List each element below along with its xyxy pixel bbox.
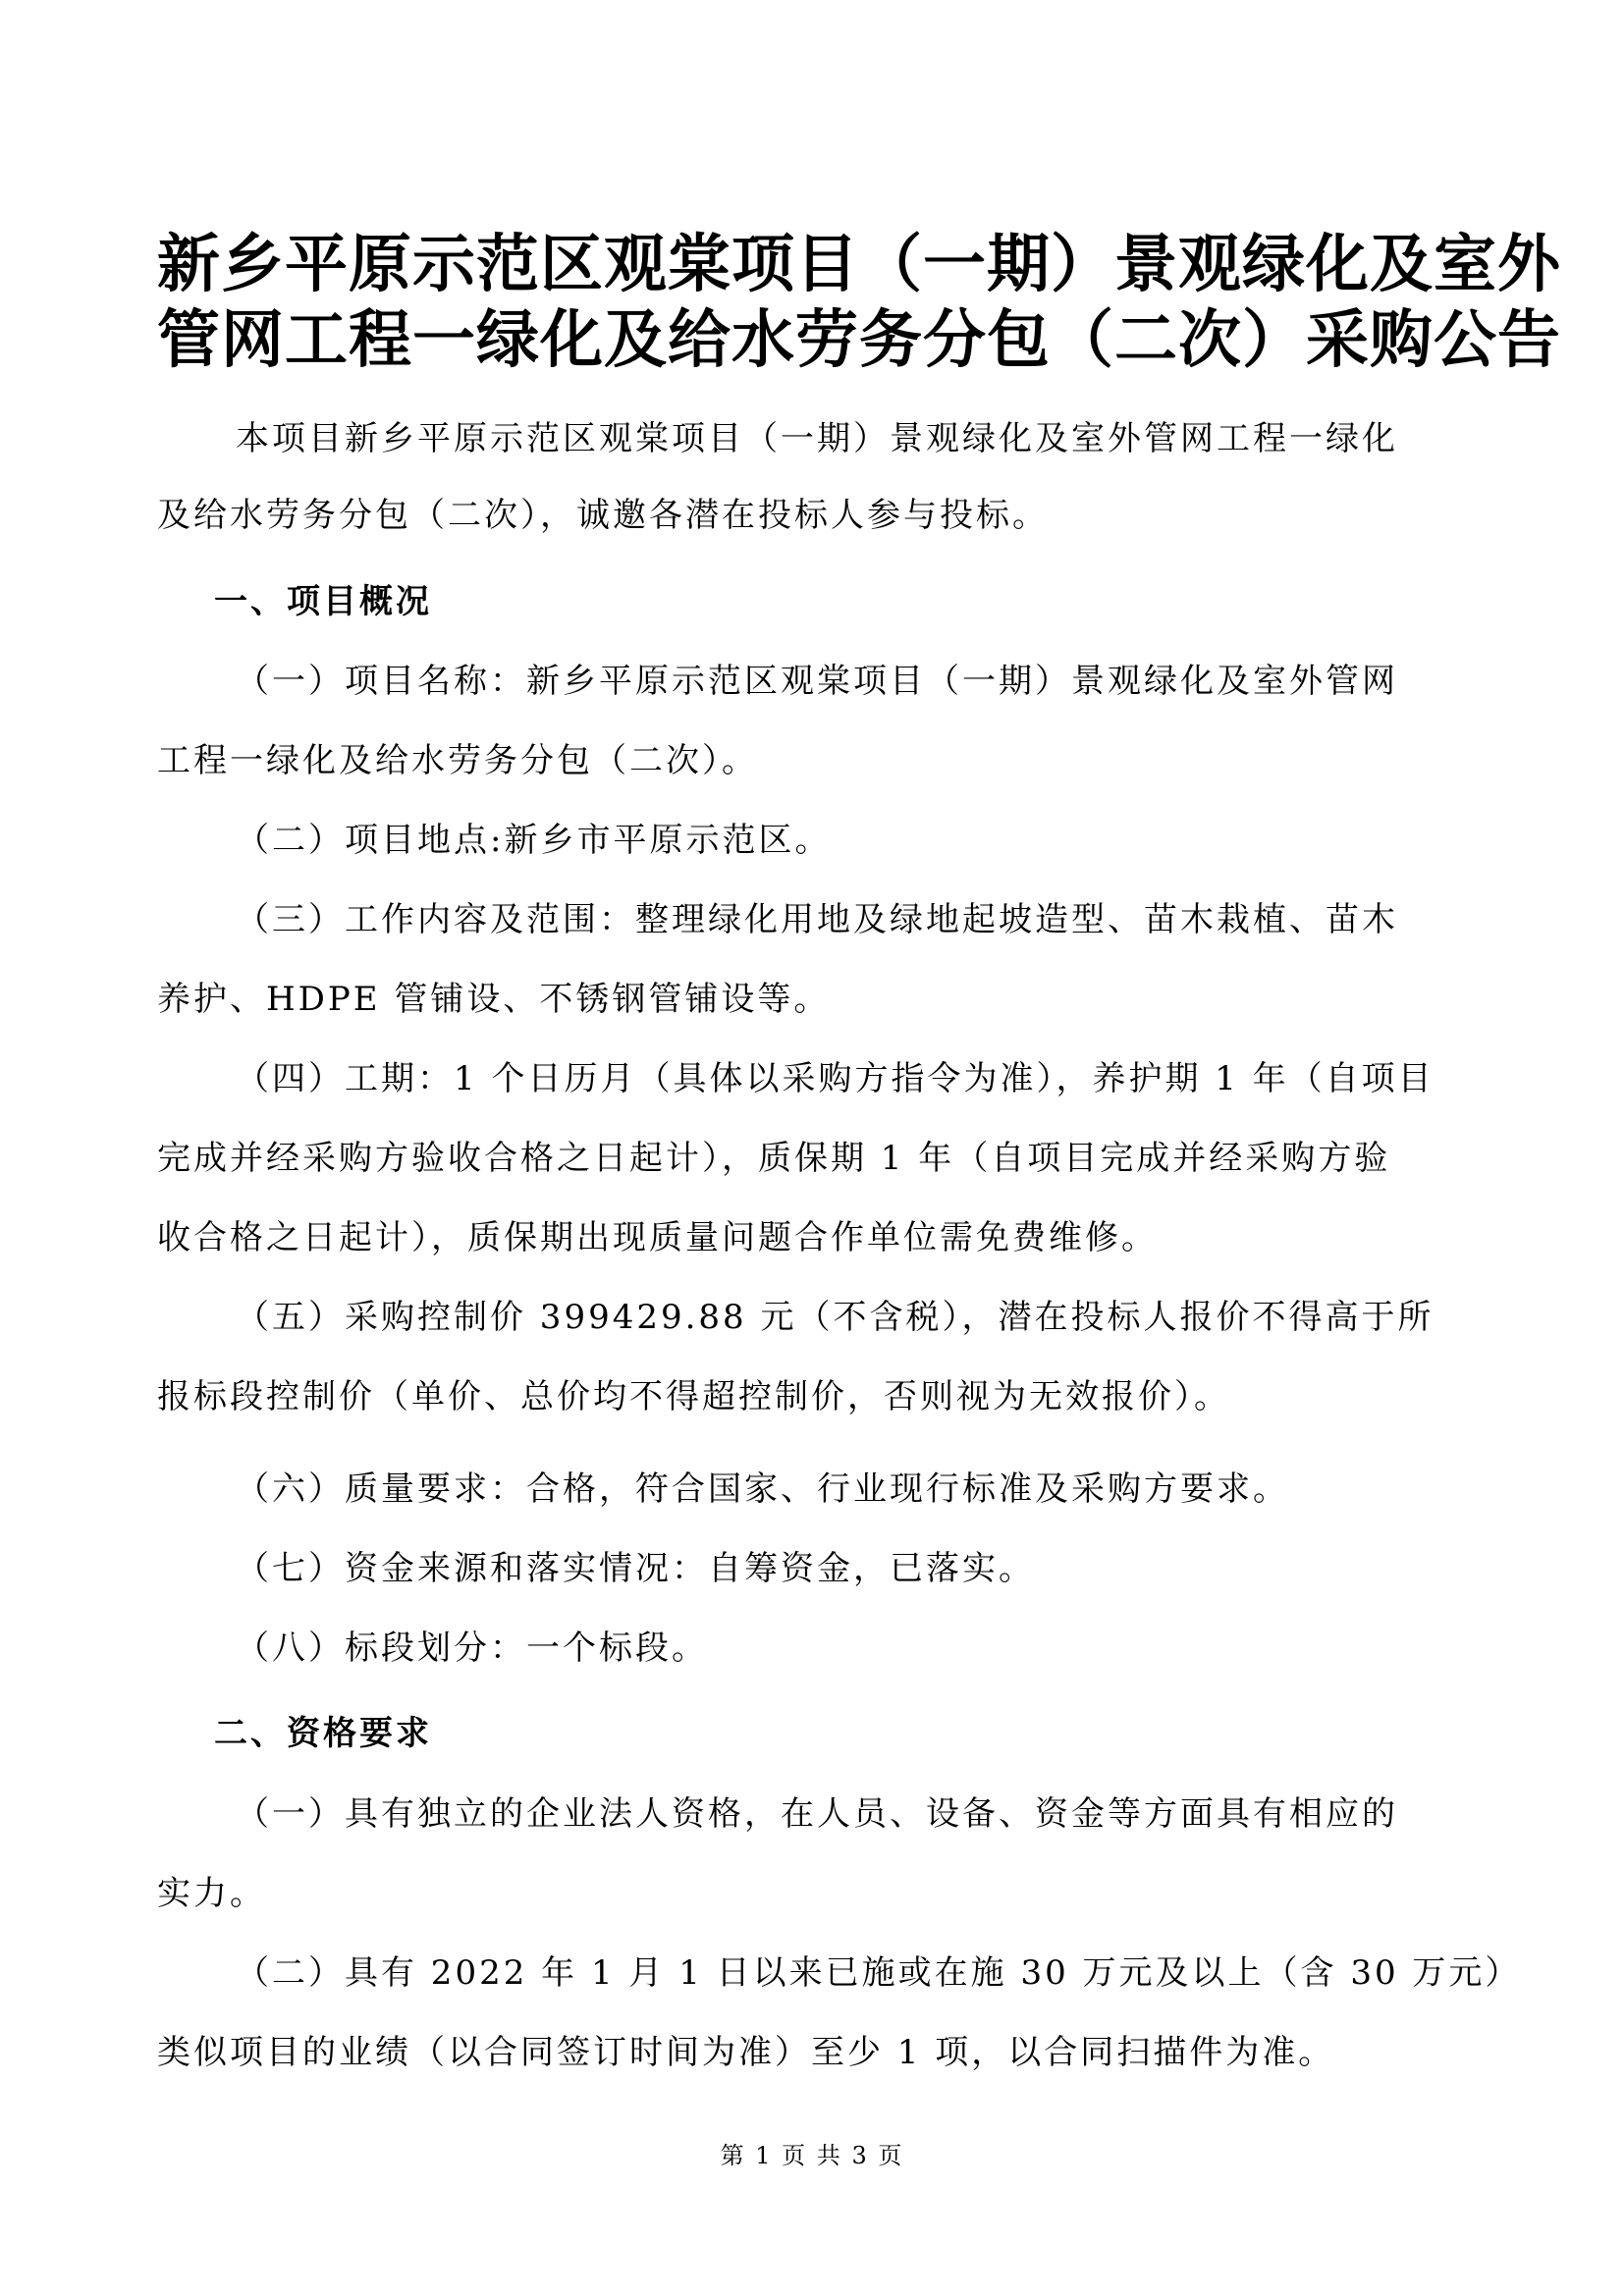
- page-number-footer: 第 1 页 共 3 页: [720, 2142, 904, 2169]
- overview-item-3-line-2: 养护、HDPE 管铺设、不锈钢管铺设等。: [157, 980, 831, 1019]
- overview-item-8: （八）标段划分：一个标段。: [236, 1629, 708, 1668]
- document-title-line-1: 新乡平原示范区观棠项目（一期）景观绿化及室外: [157, 229, 1561, 301]
- overview-item-1-line-2: 工程一绿化及给水劳务分包（二次）。: [157, 741, 758, 780]
- intro-line-2: 及给水劳务分包（二次），诚邀各潜在投标人参与投标。: [157, 496, 1049, 535]
- qualification-item-1-line-2: 实力。: [157, 1874, 266, 1913]
- qualification-item-2-line-2: 类似项目的业绩（以合同签订时间为准）至少 1 项，以合同扫描件为准。: [157, 2033, 1335, 2072]
- document-title-line-2: 管网工程一绿化及给水劳务分包（二次）采购公告: [157, 304, 1561, 377]
- overview-item-1-line-1: （一）项目名称：新乡平原示范区观棠项目（一期）景观绿化及室外管网: [236, 662, 1398, 701]
- overview-item-5-line-1: （五）采购控制价 399429.88 元（不含税），潜在投标人报价不得高于所: [236, 1298, 1435, 1337]
- overview-item-7: （七）资金来源和落实情况：自筹资金，已落实。: [236, 1549, 1035, 1588]
- overview-item-5-line-2: 报标段控制价（单价、总价均不得超控制价，否则视为无效报价）。: [157, 1377, 1230, 1416]
- qualification-item-2-line-1: （二）具有 2022 年 1 月 1 日以来已施或在施 30 万元及以上（含 30 万元）: [236, 1953, 1522, 1993]
- overview-item-4-line-3: 收合格之日起计），质保期出现质量问题合作单位需免费维修。: [157, 1218, 1158, 1257]
- overview-item-4-line-2: 完成并经采购方验收合格之日起计），质保期 1 年（自项目完成并经采购方验: [157, 1139, 1391, 1178]
- overview-item-4-line-1: （四）工期：1 个日历月（具体以采购方指令为准），养护期 1 年（自项目: [236, 1059, 1435, 1098]
- qualification-item-1-line-1: （一）具有独立的企业法人资格，在人员、设备、资金等方面具有相应的: [236, 1794, 1398, 1834]
- intro-line-1: 本项目新乡平原示范区观棠项目（一期）景观绿化及室外管网工程一绿化: [236, 419, 1398, 458]
- section-heading-overview: 一、项目概况: [214, 582, 432, 621]
- overview-item-6: （六）质量要求：合格，符合国家、行业现行标准及采购方要求。: [236, 1469, 1289, 1509]
- overview-item-3-line-1: （三）工作内容及范围：整理绿化用地及绿地起坡造型、苗木栽植、苗木: [236, 900, 1398, 939]
- overview-item-2: （二）项目地点:新乡市平原示范区。: [236, 821, 832, 860]
- section-heading-qualification: 二、资格要求: [214, 1714, 432, 1753]
